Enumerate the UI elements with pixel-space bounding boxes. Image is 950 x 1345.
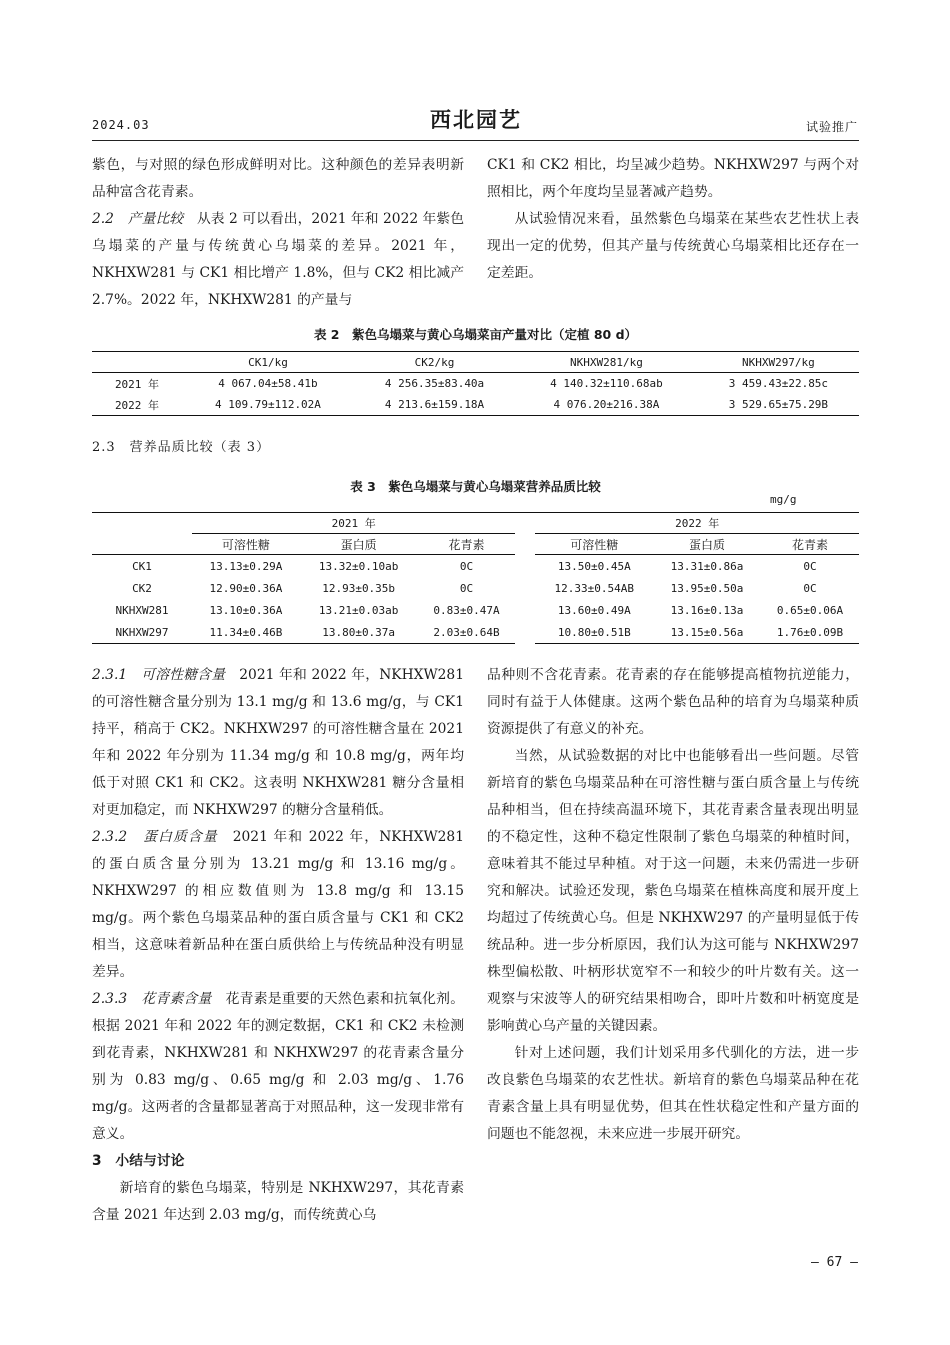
bottom-right-column — [487, 662, 859, 1148]
table3-unit: mg/g — [770, 493, 797, 506]
table3-subheader: 可溶性糖 — [192, 534, 300, 555]
table2-cell: 2022 年 — [92, 394, 182, 416]
paragraph — [92, 662, 464, 824]
table3-subheader: 花青素 — [761, 534, 859, 555]
table3-corner — [92, 534, 192, 555]
table3-cell: 12.33±0.54AB — [554, 581, 635, 595]
table-row — [92, 577, 859, 599]
table3-cell: 13.95±0.50a — [670, 581, 744, 595]
page-number: — 67 — — [811, 1255, 858, 1270]
table3-cell: 13.60±0.49A — [557, 603, 631, 617]
journal-logo: 西北园艺 — [430, 107, 522, 132]
table2-header-cell: CK1/kg — [182, 352, 354, 373]
paragraph-text: 从表 2 可以看出，2021 年和 2022 年紫色乌塌菜的产量与传统黄心乌塌菜的差异。2021 年，NKHXW281 与 CK1 相比增产 1.8%，但与 CK2 相比减产 2.7%。2022 年，NKHXW281 的产量与 — [92, 211, 464, 308]
table3-cell: 13.50±0.45A — [557, 559, 631, 573]
table3-subheader: 花青素 — [417, 534, 515, 555]
table2-cell: 3 529.65±75.29B — [698, 394, 859, 416]
table3-corner — [92, 513, 192, 534]
paragraph — [92, 824, 464, 986]
table3-cell: 0C — [803, 559, 817, 573]
paragraph: 品种则不含花青素。花青素的存在能够提高植物抗逆能力，同时有益于人体健康。这两个紫色品种的培育为乌塌菜种质资源提供了有意义的补充。 — [487, 667, 859, 737]
table2 — [92, 351, 859, 416]
table3-cell: 13.80±0.37a — [300, 621, 418, 644]
table2-cell: 4 213.6±159.18A — [354, 394, 515, 416]
table2-header-cell: NKHXW297/kg — [698, 352, 859, 373]
paragraph: 从试验情况来看，虽然紫色乌塌菜在某些农艺性状上表现出一定的优势，但其产量与传统黄心乌塌菜相比还存在一定差距。 — [487, 211, 859, 281]
subsection-heading: 2.3.3 花青素含量 — [92, 991, 212, 1007]
table2-cell: 4 140.32±110.68ab — [550, 377, 663, 390]
table-row — [92, 555, 859, 578]
table3-cell: 1.76±0.09B — [761, 621, 859, 644]
table-row — [92, 373, 859, 395]
table2-cell: 4 076.20±216.38A — [515, 394, 698, 416]
section-heading: 3 小结与讨论 — [92, 1153, 185, 1169]
table3-cell: 13.13±0.29A — [209, 559, 283, 573]
top-left-column — [92, 152, 464, 314]
table3-gap — [515, 534, 535, 555]
issue-date: 2024.03 — [92, 118, 150, 132]
table2-caption: 表 2 紫色乌塌菜与黄心乌塌菜亩产量对比（定植 80 d） — [313, 327, 638, 342]
table3-cell: 10.80±0.51B — [535, 621, 653, 644]
bottom-left-column — [92, 662, 464, 1229]
table3-subheader: 可溶性糖 — [535, 534, 653, 555]
paragraph: 紫色，与对照的绿色形成鲜明对比。这种颜色的差异表明新品种富含花青素。 — [92, 157, 464, 200]
section-label: 试验推广 — [805, 120, 858, 134]
table3-cell: 0C — [803, 581, 817, 595]
section-2-3-heading: 2.3 营养品质比较（表 3） — [92, 440, 271, 455]
table3-cell: NKHXW297 — [92, 621, 192, 644]
paragraph: 新培育的紫色乌塌菜，特别是 NKHXW297，其花青素含量 2021 年达到 2.03 mg/g，而传统黄心乌 — [92, 1180, 464, 1223]
subsection-heading: 2.3.2 蛋白质含量 — [92, 829, 218, 845]
table2-header-cell: CK2/kg — [354, 352, 515, 373]
table3-cell: 12.93±0.35b — [322, 581, 396, 595]
table2-cell: 4 067.04±58.41b — [218, 377, 318, 390]
paragraph-text: 花青素是重要的天然色素和抗氧化剂。根据 2021 年和 2022 年的测定数据，CK1 和 CK2 未检测到花青素，NKHXW281 和 NKHXW297 的花青素含量分别为 0.83 mg/g、0.65 mg/g 和 2.03 mg/g、1.76 mg/g。这两者的含量都显著高于对照品种，这一发现非常有意义。 — [92, 991, 465, 1142]
paragraph — [92, 206, 464, 314]
table3-gap — [515, 555, 535, 578]
table-row — [92, 394, 859, 416]
subsection-heading: 2.2 产量比较 — [92, 211, 184, 227]
paragraph — [92, 986, 464, 1148]
table3-cell: CK1 — [132, 559, 152, 573]
table3-gap — [515, 513, 535, 534]
table3-year-header: 2021 年 — [192, 513, 515, 534]
table3-gap — [515, 599, 535, 621]
header-rule — [92, 140, 859, 141]
paragraph: CK1 和 CK2 相比，均呈减少趋势。NKHXW297 与两个对照相比，两个年度均呈显著减产趋势。 — [487, 157, 859, 200]
table3 — [92, 512, 859, 644]
table3-cell: 13.31±0.86a — [670, 559, 744, 573]
table3-subheader: 蛋白质 — [300, 534, 418, 555]
table3-gap — [515, 577, 535, 599]
table3-cell: 0C — [459, 581, 474, 595]
table3-cell: NKHXW281 — [115, 603, 169, 617]
paragraph: 当然，从试验数据的对比中也能够看出一些问题。尽管新培育的紫色乌塌菜品种在可溶性糖与蛋白质含量上与传统品种相当，但在持续高温环境下，其花青素含量表现出明显的不稳定性，这种不稳定性限制了紫色乌塌菜的种植时间，意味着其不能过早种植。对于这一问题，未来仍需进一步研究和解决。试验还发现，紫色乌塌菜在植株高度和展开度上均超过了传统黄心乌。但是 NKHXW297 的产量明显低于传统品种。进一步分析原因，我们认为这可能与 NKHXW297 株型偏松散、叶柄形状宽窄不一和较少的叶片数有关。这一观察与宋波等人的研究结果相吻合，即叶片数和叶柄宽度是影响黄心乌产量的关键因素。 — [487, 748, 859, 1034]
table3-cell: 13.21±0.03ab — [318, 603, 399, 617]
table-row — [92, 621, 859, 644]
table2-header-cell — [92, 352, 182, 373]
table-row — [92, 599, 859, 621]
table3-cell: 0.65±0.06A — [776, 603, 844, 617]
table3-cell: 13.15±0.56a — [653, 621, 761, 644]
table2-cell: 4 109.79±112.02A — [182, 394, 354, 416]
paragraph-text: 2021 年和 2022 年，NKHXW281 的蛋白质含量分别为 13.21 mg/g 和 13.16 mg/g。NKHXW297 的相应数值则为 13.8 mg/g 和 13.15 mg/g。两个紫色乌塌菜品种的蛋白质含量与 CK1 和 CK2 相当，这意味着新品种在蛋白质供给上与传统品种没有明显差异。 — [92, 829, 464, 980]
table3-year-header: 2022 年 — [535, 513, 859, 534]
table3-cell: 0C — [459, 559, 474, 573]
table2-cell: 4 256.35±83.40a — [384, 377, 485, 390]
table3-cell: 11.34±0.46B — [192, 621, 300, 644]
table2-cell: 2021 年 — [114, 377, 160, 391]
table3-cell: 13.32±0.10ab — [318, 559, 399, 573]
table3-cell: 2.03±0.64B — [417, 621, 515, 644]
table2-cell: 3 459.43±22.85c — [728, 377, 829, 390]
table3-cell: 13.10±0.36A — [209, 603, 283, 617]
paragraph: 针对上述问题，我们计划采用多代驯化的方法，进一步改良紫色乌塌菜的农艺性状。新培育的紫色乌塌菜品种在花青素含量上具有明显优势，但其在性状稳定性和产量方面的问题也不能忽视，未来应进一步展开研究。 — [487, 1045, 859, 1142]
table3-subheader: 蛋白质 — [653, 534, 761, 555]
top-right-column — [487, 152, 859, 287]
table3-cell: 13.16±0.13a — [670, 603, 744, 617]
paragraph-text: 2021 年和 2022 年，NKHXW281 的可溶性糖含量分别为 13.1 mg/g 和 13.6 mg/g，与 CK1 持平，稍高于 CK2。NKHXW297 的可溶性糖含量在 2021 年和 2022 年分别为 11.34 mg/g 和 10.8 mg/g，两年均低于对照 CK1 和 CK2。这表明 NKHXW281 糖分含量相对更加稳定，而 NKHXW297 的糖分含量稍低。 — [92, 667, 464, 818]
table3-cell: CK2 — [132, 581, 152, 595]
subsection-heading: 2.3.1 可溶性糖含量 — [92, 667, 226, 683]
table2-header-cell: NKHXW281/kg — [515, 352, 698, 373]
table3-gap — [515, 621, 535, 644]
table3-cell: 0.83±0.47A — [433, 603, 500, 617]
table3-caption: 表 3 紫色乌塌菜与黄心乌塌菜营养品质比较 — [350, 479, 601, 494]
table3-cell: 12.90±0.36A — [209, 581, 283, 595]
